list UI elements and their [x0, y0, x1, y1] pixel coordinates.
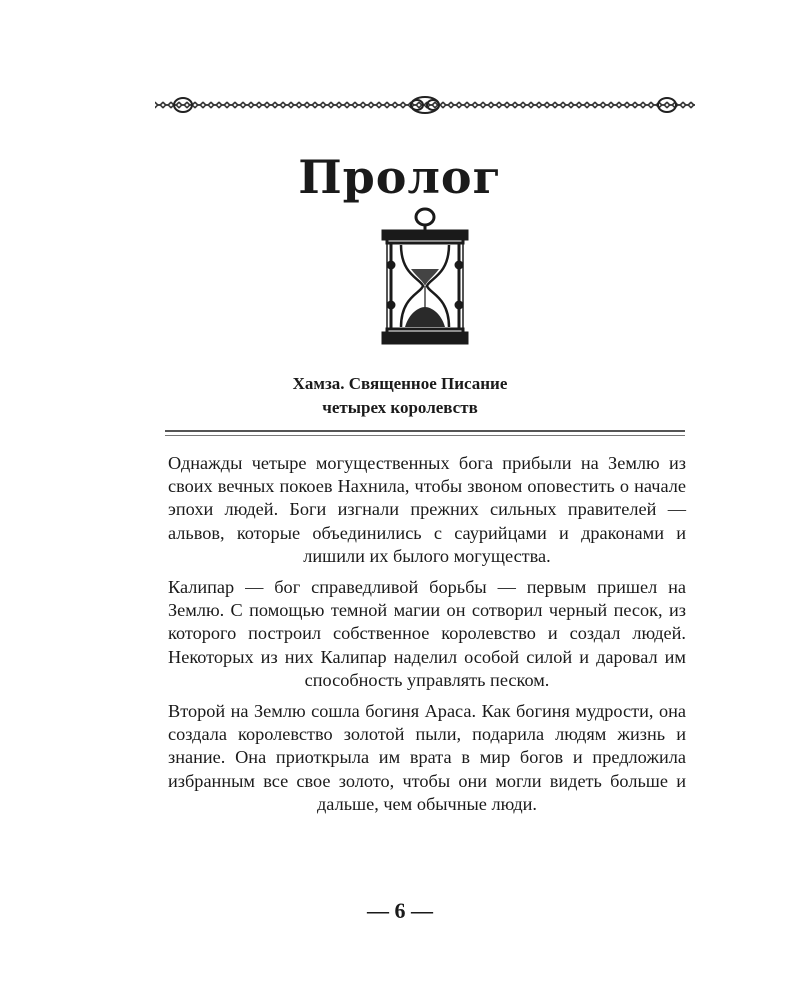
page-number: — 6 —: [367, 898, 433, 923]
epigraph-line-2: четырех королевств: [322, 398, 478, 417]
body-text: [168, 452, 686, 824]
hourglass-icon: [373, 205, 477, 355]
epigraph: [0, 372, 800, 420]
paragraph: Второй на Землю сошла богиня Араса. Как богиня мудрости, она создала королевство золотой пыли, подарила людям жизнь и знание. Она приоткрыла им врата в мир богов и предложила избранным все свое золото, чтобы они могли видеть больше и дальше, чем обычные люди.: [168, 701, 686, 814]
paragraph: Калипар — бог справедливой борьбы — первым пришел на Землю. С помощью темной магии он сотворил черный песок, из которого построил собственное королевство и создал людей. Некоторых из них Калипар наделил особой силой и даровал им способность управлять песком.: [168, 577, 686, 690]
paragraph: Однажды четыре могущественных бога прибыли на Землю из своих вечных покоев Нахнила, чтобы звоном оповестить о начале эпохи людей. Боги изгнали прежних сильных правителей — альвов, которые объединились с саурийцами и драконами и лишили их былого могущества.: [168, 453, 686, 566]
epigraph-line-1: Хамза. Священное Писание: [292, 374, 508, 393]
page-title: Пролог: [298, 150, 502, 204]
rope-border-ornament: [155, 96, 695, 114]
divider-thin: [165, 435, 685, 436]
divider-thick: [165, 430, 685, 432]
